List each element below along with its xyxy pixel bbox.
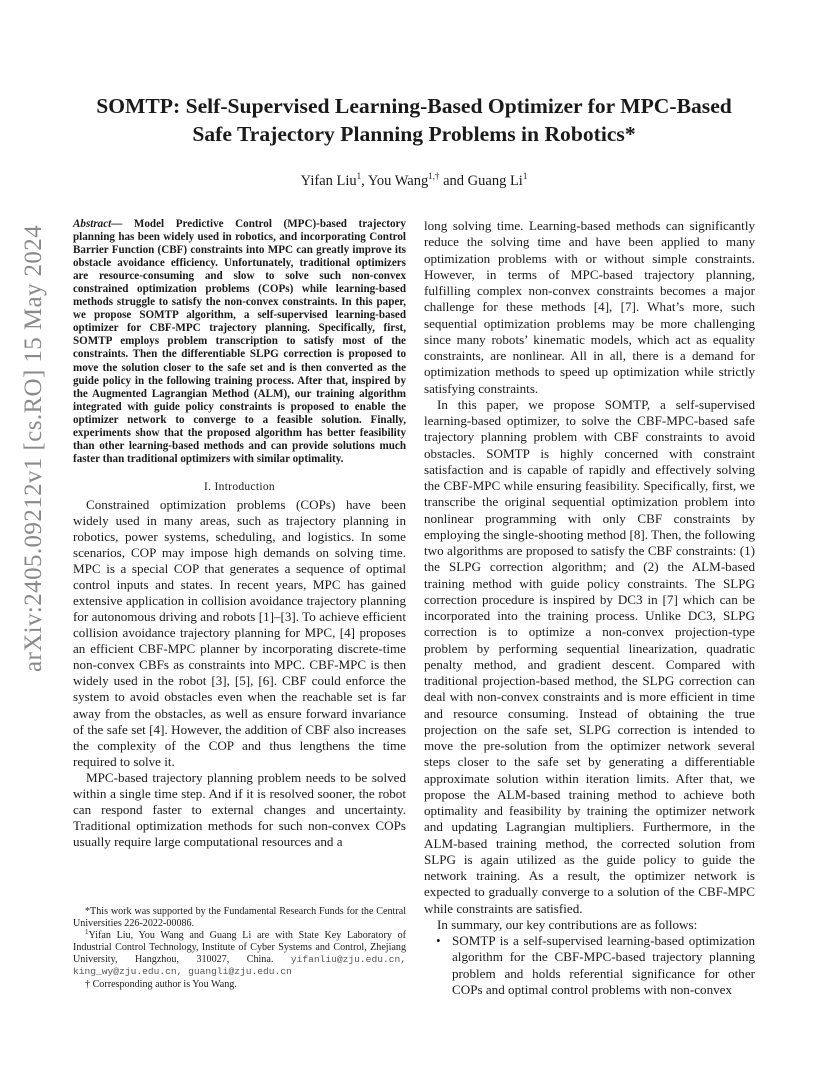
abstract: [73, 218, 406, 466]
title-line-1: SOMTP: Self-Supervised Learning-Based Optimizer for MPC-Based: [96, 94, 732, 118]
intro-paragraph-1: Constrained optimization problems (COPs) have been widely used in many areas, such as trajectory planning in robotics, power systems, scheduling, and logistics. In some scenarios, COP may impose high demands on solving time. MPC is a special COP that generates a sequence of optimal control inputs and states. In recent years, MPC has gained extensive application in collision avoidance trajectory planning for autonomous driving and robots [1]–[3]. To achieve efficient collision avoidance trajectory planning for MPC, [4] proposes an efficient CBF-MPC planner by incorporating discrete-time non-convex CBFs as constraints into MPC. CBF-MPC is then widely used in the robot [3], [5], [6]. CBF could enforce the system to avoid obstacles even when the reachable set is far away from the obstacles, as well as ensure forward invariance of the safe set [4]. However, the addition of CBF also increases the complexity of the COP and thus lengthens the time required to solve it.: [73, 496, 406, 769]
footnote-affiliation-marker: 1: [85, 928, 89, 937]
author-3-affiliation: 1: [522, 171, 528, 181]
author-3: Guang Li: [467, 173, 523, 189]
contribution-item-1: [424, 933, 755, 998]
footnote-email-1: yifanliu@zju.edu.cn,: [290, 954, 406, 966]
contributions-intro: In summary, our key contributions are as follows:: [437, 916, 698, 932]
footnote-affiliation-text: Yifan Liu, You Wang and Guang Li are with State Key Laboratory of Industrial Control Technology, Institute of Cyber Systems and Control, Zhejiang University, Hangzhou, 310027, China.: [73, 930, 406, 966]
author-2: You Wang: [367, 173, 429, 189]
footnote-email-2: king_wy@zju.edu.cn, guangli@zju.edu.cn: [73, 966, 292, 978]
right-paragraph-2: In this paper, we propose SOMTP, a self-supervised learning-based optimizer, to solve the CBF-MPC-based safe trajectory planning problem with CBF constraints to avoid obstacles. SOMTP is highly concerned with constraint satisfaction and is capable of rapidly and effectively solving the CBF-MPC while ensuring feasibility. Specifically, first, we transcribe the original sequential optimization problem into nonlinear programming with only CBF constraints by employing the single-shooting method [8]. Then, the following two algorithms are proposed to satisfy the CBF constraints: (1) the SLPG correction algorithm; and (2) the ALM-based training method with guide policy constraints. The SLPG correction procedure is inspired by DC3 in [7] which can be incorporated into the training process. Unlike DC3, SLPG correction is to optimize a non-convex projection-type problem by performing sequential linearization, quadratic penalty method, and gradient descent. Compared with traditional projection-based method, the SLPG correction can deal with non-convex constraints and is more efficient in time and resource consuming. Instead of obtaining the true projection on the safe set, SLPG correction is intended to move the pre-solution from the optimizer network several steps closer to the safe set by generating a differentiable approximate solution within iteration limits. After that, we propose the ALM-based training method to achieve both optimality and feasibility by training the optimizer network and updating Lagrangian multipliers. Furthermore, in the ALM-based training method, the corrected solution from SLPG is again utilized as the guide policy to guide the network training. As a result, the optimizer network is expected to gradually converge to a solution of the CBF-MPC while constraints are satisfied.: [424, 396, 755, 916]
abstract-text: Model Predictive Control (MPC)-based trajectory planning has been widely used in robotics, and incorporating Control Barrier Function (CBF) constraints into MPC can greatly improve its obstacle avoidance efficiency. Unfortunately, traditional optimizers are resource-consuming and slow to solve such non-convex constrained optimization problems (COPs) while learning-based methods struggle to satisfy the non-convex constraints. In this paper, we propose SOMTP algorithm, a self-supervised learning-based optimizer for CBF-MPC trajectory planning. Specifically, first, SOMTP employs problem transcription to satisfy most of the constraints. Then the differentiable SLPG correction is proposed to move the solution closer to the safe set and is then converted as the guide policy in the following training process. After that, inspired by the Augmented Lagrangian Method (ALM), our training algorithm integrated with guide policy constraints is proposed to enable the optimizer network to converge to a feasible solution. Finally, experiments show that the proposed algorithm has better feasibility than other learning-based methods and can provide solutions much faster than traditional optimizers with similar optimality.: [73, 218, 406, 465]
intro-paragraph-2: MPC-based trajectory planning problem needs to be solved within a single time step. And if it is resolved sooner, the robot can respond faster to external changes and uncertainty. Traditional optimization methods for such non-convex COPs usually require large computational resources and a: [73, 769, 406, 849]
contribution-text-1: SOMTP is a self-supervised learning-based optimization algorithm for the CBF-MPC-based trajectory planning problem and holds referential significance for other COPs and optimal control problems with non-convex: [452, 933, 755, 997]
bullet-icon: •: [436, 933, 441, 948]
right-column: [424, 218, 755, 998]
footnote-affiliation: [73, 930, 406, 978]
author-1: Yifan Liu: [300, 173, 357, 189]
paper-title: [60, 92, 768, 148]
left-column: [73, 218, 406, 850]
author-list: [60, 172, 768, 190]
abstract-dash: —: [111, 218, 134, 230]
section-heading-introduction: I. Introduction: [204, 480, 275, 493]
arxiv-identifier: arXiv:2405.09212v1 [cs.RO] 15 May 2024: [20, 224, 47, 672]
contributions-list: [424, 933, 755, 998]
author-1-affiliation: 1: [356, 171, 362, 181]
footnote-funding: *This work was supported by the Fundamental Research Funds for the Central Universities 226-2022-00086.: [73, 906, 406, 930]
author-2-affiliation: 1,†: [428, 171, 440, 181]
abstract-label: Abstract: [73, 218, 112, 230]
right-paragraph-1: long solving time. Learning-based methods can significantly reduce the solving time and have been applied to many optimization problems with or without simple constraints. However, in terms of MPC-based trajectory planning, fulfilling complex non-convex constraints becomes a major challenge for these methods [4], [7]. What’s more, such sequential optimization problems may be more challenging since many robots’ kinematic models, which act as equality constraints, are nonlinear. All in all, there is a demand for optimization methods to speed up optimization while strictly satisfying constraints.: [424, 218, 755, 396]
footnotes: [73, 906, 406, 991]
footnote-corresponding-author: † Corresponding author is You Wang.: [85, 978, 237, 990]
author-separator-2: and: [439, 173, 468, 189]
author-separator-1: ,: [361, 173, 368, 189]
title-line-2: Safe Trajectory Planning Problems in Robotics*: [192, 122, 636, 146]
